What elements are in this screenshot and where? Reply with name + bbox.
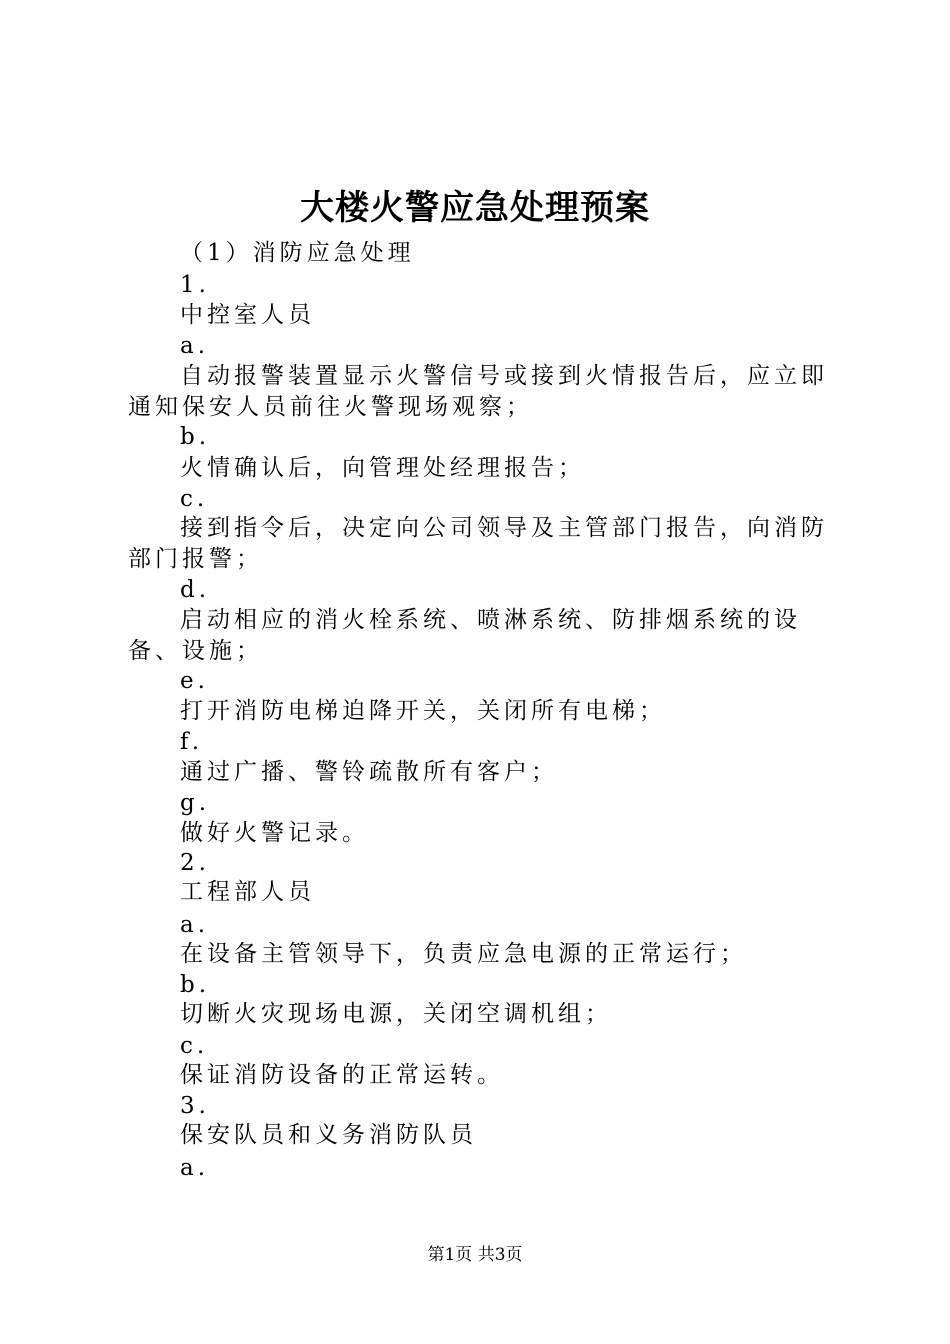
item-number-2: 2. — [180, 850, 210, 876]
item-label-1f: f. — [180, 729, 204, 755]
item-text-1f: 通过广播、警铃疏散所有客户； — [180, 759, 558, 785]
item-text-2c: 保证消防设备的正常运转。 — [180, 1062, 504, 1088]
item-label-1g: g. — [180, 790, 211, 816]
item-text-2b: 切断火灾现场电源，关闭空调机组； — [180, 1001, 612, 1027]
item-label-1b: b. — [180, 424, 211, 450]
item-heading-security: 保安队员和义务消防队员 — [180, 1122, 477, 1148]
item-text-1b: 火情确认后，向管理处经理报告； — [180, 455, 585, 481]
item-label-2b: b. — [180, 972, 211, 998]
page-footer: 第1页 共3页 — [427, 1245, 523, 1265]
item-number-3: 3. — [180, 1093, 210, 1119]
item-label-1c: c. — [180, 486, 209, 512]
item-text-2a: 在设备主管领导下，负责应急电源的正常运行； — [180, 941, 747, 967]
section-heading: （1）消防应急处理 — [180, 240, 415, 266]
item-text-1e: 打开消防电梯迫降开关，关闭所有电梯； — [180, 698, 666, 724]
item-label-2c: c. — [180, 1033, 209, 1059]
item-text-1a: 自动报警装置显示火警信号或接到火情报告后，应立即通知保安人员前往火警现场观察； — [128, 363, 828, 420]
item-label-1a: a. — [180, 333, 210, 359]
item-label-1d: d. — [180, 577, 211, 603]
item-label-3a: a. — [180, 1155, 210, 1181]
item-number-1: 1. — [180, 272, 210, 298]
item-text-1g: 做好火警记录。 — [180, 820, 369, 846]
item-text-1d: 启动相应的消火栓系统、喷淋系统、防排烟系统的设备、设施； — [128, 607, 801, 664]
document-title: 大楼火警应急处理预案 — [300, 188, 650, 228]
item-text-1c: 接到指令后，决定向公司领导及主管部门报告，向消防部门报警； — [128, 515, 828, 572]
item-heading-engineering: 工程部人员 — [180, 879, 315, 905]
item-heading-control-room: 中控室人员 — [180, 302, 315, 328]
item-label-1e: e. — [180, 668, 209, 694]
item-label-2a: a. — [180, 912, 210, 938]
